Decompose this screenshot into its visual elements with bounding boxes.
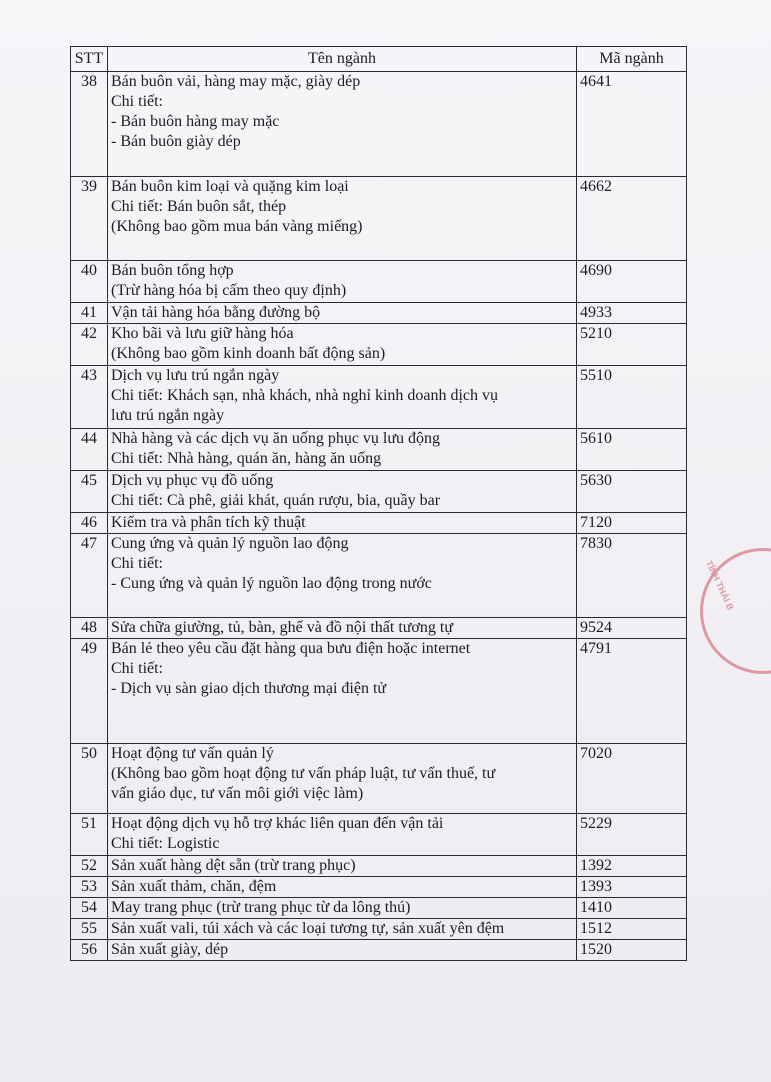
row-stt: 38 [71,72,108,177]
row-name-line: Bán buôn vải, hàng may mặc, giày dép [111,73,361,90]
row-name-line: Chi tiết: Nhà hàng, quán ăn, hàng ăn uống [111,450,382,467]
row-name-line: Chi tiết: Logistic [111,835,220,852]
row-code: 1520 [577,940,687,961]
row-name [108,639,577,744]
row-name-line: - Bán buôn hàng may mặc [111,113,280,130]
table-row [71,940,687,961]
row-name-line: (Không bao gồm mua bán vàng miếng) [111,218,363,235]
row-stt: 40 [71,261,108,303]
row-name-line: Chi tiết: [111,93,163,110]
table-row [71,366,687,429]
row-name [108,814,577,856]
row-code: 7120 [577,513,687,534]
row-stt: 49 [71,639,108,744]
table-header-row [71,47,687,72]
table-row [71,639,687,744]
table-row [71,919,687,940]
row-name-line: - Bán buôn giày dép [111,133,241,150]
row-name-line: Sửa chữa giường, tủ, bàn, ghế và đồ nội thất tương tự [111,619,454,636]
row-name-line: - Cung ứng và quản lý nguồn lao động trong nước [111,575,432,592]
row-name-line: Hoạt động dịch vụ hỗ trợ khác liên quan đến vận tải [111,815,444,832]
row-name-line: Chi tiết: [111,555,163,572]
row-code: 5630 [577,471,687,513]
row-stt: 45 [71,471,108,513]
table-row [71,303,687,324]
row-name-line: Sản xuất giày, dép [111,941,229,958]
row-name [108,261,577,303]
row-stt: 51 [71,814,108,856]
row-name [108,471,577,513]
row-name-line: Vận tải hàng hóa bằng đường bộ [111,304,321,321]
row-name [108,919,577,940]
table-row [71,513,687,534]
row-name [108,303,577,324]
row-name [108,534,577,618]
row-name [108,429,577,471]
table-row [71,324,687,366]
row-name [108,856,577,877]
table-row [71,814,687,856]
row-name-line: vấn giáo dục, tư vấn môi giới việc làm) [111,785,364,802]
table-row [71,898,687,919]
row-name-line: Kiểm tra và phân tích kỹ thuật [111,514,306,531]
table-row [71,856,687,877]
row-name-line: Chi tiết: [111,660,163,677]
row-name [108,877,577,898]
row-code: 5210 [577,324,687,366]
row-code: 4690 [577,261,687,303]
row-name [108,618,577,639]
row-stt: 55 [71,919,108,940]
table-row [71,261,687,303]
row-name-line: Sản xuất thảm, chăn, đệm [111,878,277,895]
row-name-line: Chi tiết: Cà phê, giải khát, quán rượu, bia, quầy bar [111,492,441,509]
row-code: 7830 [577,534,687,618]
row-code: 4662 [577,177,687,261]
row-name [108,898,577,919]
row-code: 7020 [577,744,687,814]
row-code: 1392 [577,856,687,877]
row-name-line: (Không bao gồm kinh doanh bất động sản) [111,345,386,362]
row-stt: 43 [71,366,108,429]
table-row [71,877,687,898]
table-row [71,618,687,639]
table-row [71,744,687,814]
row-code: 5229 [577,814,687,856]
row-stt: 42 [71,324,108,366]
row-code: 1410 [577,898,687,919]
row-name [108,513,577,534]
row-stt: 39 [71,177,108,261]
stamp-text: TỈNH THÁI B [703,559,736,612]
row-name [108,366,577,429]
row-name-line: Hoạt động tư vấn quản lý [111,745,274,762]
table-row [71,177,687,261]
header-name: Tên ngành [108,47,577,72]
header-stt: STT [71,47,108,72]
header-code: Mã ngành [577,47,687,72]
row-name-line: Chi tiết: Khách sạn, nhà khách, nhà nghỉ kinh doanh dịch vụ [111,387,499,404]
row-name-line: May trang phục (trừ trang phục từ da lông thú) [111,899,411,916]
row-code: 9524 [577,618,687,639]
table-row [71,534,687,618]
row-name [108,72,577,177]
row-name-line: (Không bao gồm hoạt động tư vấn pháp luật, tư vấn thuế, tư [111,765,496,782]
row-stt: 52 [71,856,108,877]
table-row [71,471,687,513]
row-name-line: Chi tiết: Bán buôn sắt, thép [111,198,287,215]
row-name-line: Dịch vụ lưu trú ngắn ngày [111,367,280,384]
row-name-line: (Trừ hàng hóa bị cấm theo quy định) [111,282,347,299]
row-code: 4933 [577,303,687,324]
row-name [108,940,577,961]
row-name-line: lưu trú ngắn ngày [111,407,225,424]
red-seal-stamp [700,548,771,674]
row-name-line: Cung ứng và quản lý nguồn lao động [111,535,349,552]
row-stt: 48 [71,618,108,639]
row-name-line: Kho bãi và lưu giữ hàng hóa [111,325,294,342]
row-stt: 53 [71,877,108,898]
row-name-line: Dịch vụ phục vụ đồ uống [111,472,274,489]
row-name [108,744,577,814]
business-lines-table [70,46,687,961]
row-stt: 50 [71,744,108,814]
row-stt: 47 [71,534,108,618]
row-code: 1512 [577,919,687,940]
row-stt: 54 [71,898,108,919]
row-stt: 56 [71,940,108,961]
row-name-line: Bán buôn tổng hợp [111,262,234,279]
row-name-line: Sản xuất vali, túi xách và các loại tương tự, sản xuất yên đệm [111,920,505,937]
row-code: 4641 [577,72,687,177]
row-name-line: Bán lẻ theo yêu cầu đặt hàng qua bưu điện hoặc internet [111,640,471,657]
row-name-line: Sản xuất hàng dệt sẵn (trừ trang phục) [111,857,356,874]
row-name [108,177,577,261]
row-code: 1393 [577,877,687,898]
table-row [71,429,687,471]
row-name-line: Bán buôn kim loại và quặng kim loại [111,178,349,195]
row-code: 4791 [577,639,687,744]
row-code: 5610 [577,429,687,471]
row-stt: 46 [71,513,108,534]
row-code: 5510 [577,366,687,429]
row-stt: 41 [71,303,108,324]
row-name-line: Nhà hàng và các dịch vụ ăn uống phục vụ lưu động [111,430,441,447]
row-name-line: - Dịch vụ sàn giao dịch thương mại điện tử [111,680,387,697]
row-name [108,324,577,366]
table-row [71,72,687,177]
row-stt: 44 [71,429,108,471]
